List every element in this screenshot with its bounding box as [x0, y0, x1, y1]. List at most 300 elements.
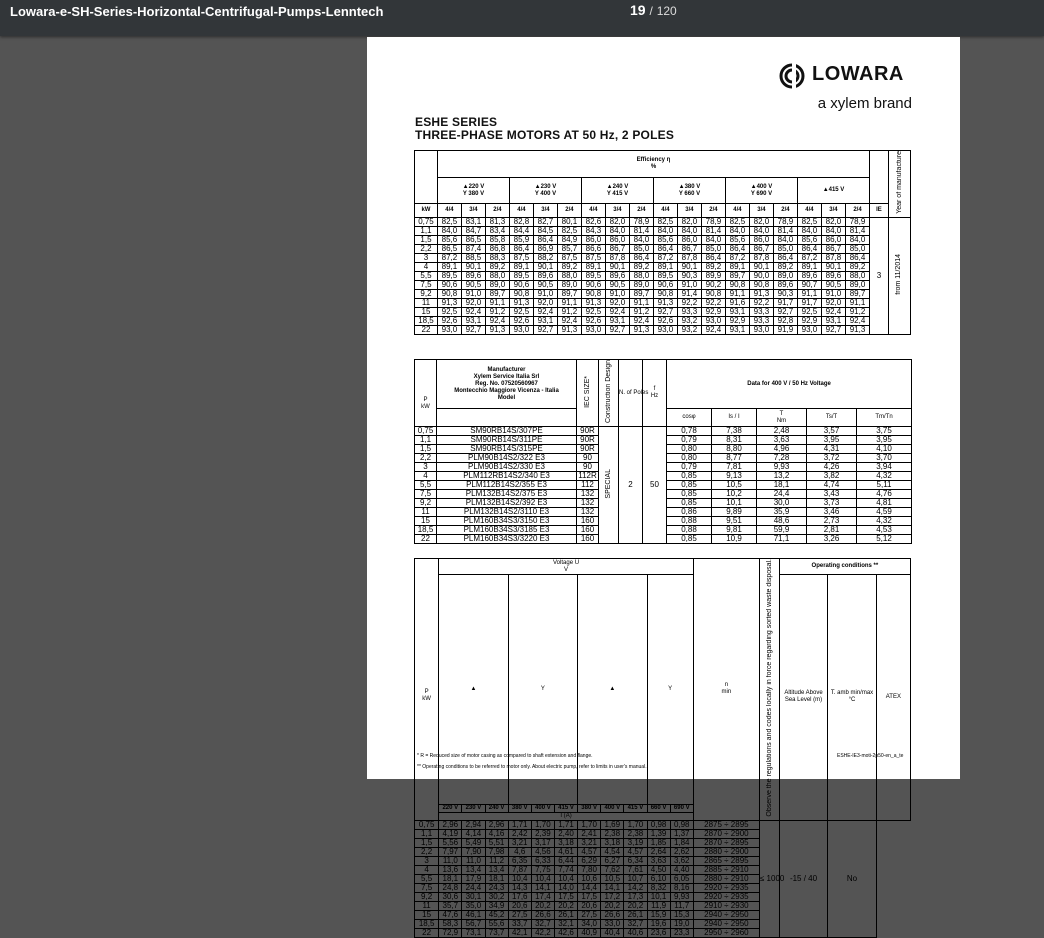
- efficiency-cell: 90,6: [509, 280, 533, 289]
- motor-value-cell: 4,96: [757, 445, 807, 454]
- power-cell: 5,5: [415, 481, 437, 490]
- efficiency-cell: 78,9: [701, 217, 725, 226]
- efficiency-cell: 86,0: [749, 235, 773, 244]
- efficiency-cell: 90,6: [653, 280, 677, 289]
- efficiency-cell: 92,9: [701, 307, 725, 316]
- current-cell: 15,9: [647, 910, 670, 919]
- motor-value-cell: 9,81: [712, 526, 757, 535]
- iec-cell: 90R: [577, 427, 599, 436]
- efficiency-cell: 88,0: [629, 271, 653, 280]
- motor-value-cell: 5,11: [857, 481, 912, 490]
- year-header: Year of manufacture: [888, 151, 910, 218]
- voltage-star: Y 400 V: [534, 190, 557, 197]
- iec-cell: 160: [577, 517, 599, 526]
- voltage-header-cell: 415 V: [554, 804, 577, 812]
- ie-header: [870, 151, 889, 204]
- current-cell: 4,61: [554, 847, 577, 856]
- current-cell: 2,96: [439, 820, 462, 829]
- cos-header: cosφ: [667, 409, 712, 427]
- series-title: ESHE SERIES: [415, 115, 498, 129]
- efficiency-cell: 87,5: [509, 253, 533, 262]
- efficiency-cell: 89,6: [773, 280, 797, 289]
- motor-value-cell: 7,81: [712, 463, 757, 472]
- efficiency-cell: 78,9: [629, 217, 653, 226]
- efficiency-cell: 88,5: [461, 253, 485, 262]
- motor-subtitle: THREE-PHASE MOTORS AT 50 Hz, 2 POLES: [415, 128, 675, 142]
- speed-cell: 2885 ÷ 2910: [693, 865, 759, 874]
- voltage-header-cell: 220 V: [439, 804, 462, 812]
- current-cell: 47,6: [439, 910, 462, 919]
- motor-value-cell: 10,9: [712, 535, 757, 544]
- speed-cell: 2910 ÷ 2930: [693, 901, 759, 910]
- motor-value-cell: 9,13: [712, 472, 757, 481]
- power-cell: 15: [415, 517, 437, 526]
- current-cell: 32,7: [531, 919, 554, 928]
- motor-value-cell: 10,1: [712, 499, 757, 508]
- voltage-group-header: [437, 177, 509, 204]
- speed-cell: 2920 ÷ 2935: [693, 892, 759, 901]
- current-cell: 7,74: [554, 865, 577, 874]
- efficiency-cell: 92,7: [605, 325, 629, 334]
- efficiency-cell: 89,7: [725, 271, 749, 280]
- voltage-header-cell: 660 V: [647, 804, 670, 812]
- efficiency-cell: 86,7: [677, 244, 701, 253]
- document-title: Lowara-e-SH-Series-Horizontal-Centrifugal-Pumps-Lenntech: [10, 4, 384, 19]
- table-row: [415, 217, 911, 226]
- current-cell: 0,98: [670, 820, 693, 829]
- current-cell: 6,10: [647, 874, 670, 883]
- motor-value-cell: 3,95: [807, 436, 857, 445]
- efficiency-cell: 90,7: [797, 280, 821, 289]
- ie-label: IE: [870, 204, 889, 217]
- efficiency-cell: 90,8: [701, 289, 725, 298]
- construction-header: Construction Design: [599, 360, 619, 427]
- efficiency-cell: 84,0: [749, 226, 773, 235]
- power-cell: 1,5: [415, 838, 439, 847]
- motor-value-cell: 4,59: [857, 508, 912, 517]
- current-cell: 42,6: [554, 928, 577, 937]
- efficiency-cell: 93,1: [461, 316, 485, 325]
- efficiency-cell: 92,4: [557, 316, 581, 325]
- efficiency-cell: 90,8: [581, 289, 605, 298]
- current-cell: 1,84: [670, 838, 693, 847]
- voltage-delta: ▲415 V: [822, 187, 845, 194]
- model-cell: PLM90B14S2/330 E3: [437, 463, 577, 472]
- efficiency-cell: 84,0: [437, 226, 461, 235]
- current-cell: 1,70: [531, 820, 554, 829]
- speed-cell: 2920 ÷ 2935: [693, 883, 759, 892]
- voltage-group-header: [725, 177, 797, 204]
- current-cell: 7,98: [485, 847, 508, 856]
- power-cell: 3: [415, 463, 437, 472]
- motor-value-cell: 0,79: [667, 436, 712, 445]
- efficiency-cell: 91,1: [629, 298, 653, 307]
- current-cell: 4,40: [670, 865, 693, 874]
- motor-value-cell: 4,81: [857, 499, 912, 508]
- speed-cell: 2870 ÷ 2895: [693, 838, 759, 847]
- current-cell: 5,51: [485, 838, 508, 847]
- efficiency-cell: 91,0: [677, 280, 701, 289]
- efficiency-cell: 84,0: [845, 235, 869, 244]
- efficiency-cell: 82,8: [509, 217, 533, 226]
- current-cell: 40,4: [601, 928, 624, 937]
- current-cell: 11,0: [439, 856, 462, 865]
- current-cell: 6,35: [508, 856, 531, 865]
- efficiency-cell: 85,0: [845, 244, 869, 253]
- current-cell: 1,70: [578, 820, 601, 829]
- current-cell: 11,2: [485, 856, 508, 865]
- current-cell: 7,97: [439, 847, 462, 856]
- current-cell: 10,4: [508, 874, 531, 883]
- voltage-delta: ▲400 V: [750, 183, 773, 190]
- current-cell: 8,16: [670, 883, 693, 892]
- iec-cell: 112: [577, 481, 599, 490]
- current-cell: 4,14: [462, 829, 485, 838]
- efficiency-cell: 92,7: [653, 307, 677, 316]
- power-cell: 22: [415, 325, 438, 334]
- current-cell: 17,4: [531, 892, 554, 901]
- iec-cell: 90: [577, 454, 599, 463]
- efficiency-cell: 92,4: [629, 316, 653, 325]
- current-cell: 2,94: [462, 820, 485, 829]
- efficiency-cell: 86,4: [725, 244, 749, 253]
- current-cell: 20,6: [578, 901, 601, 910]
- current-cell: 1,85: [647, 838, 670, 847]
- efficiency-cell: 92,0: [461, 298, 485, 307]
- efficiency-cell: 86,4: [845, 253, 869, 262]
- efficiency-cell: 92,9: [725, 316, 749, 325]
- page-indicator: [630, 0, 677, 21]
- efficiency-cell: 89,0: [629, 280, 653, 289]
- motor-value-cell: 0,88: [667, 526, 712, 535]
- current-cell: 13,4: [462, 865, 485, 874]
- current-cell: 73,7: [485, 928, 508, 937]
- motor-value-cell: 4,32: [857, 517, 912, 526]
- motor-value-cell: 30,0: [757, 499, 807, 508]
- current-cell: 14,4: [578, 883, 601, 892]
- poles-header: N. of Poles: [619, 360, 643, 427]
- current-cell: 2,42: [508, 829, 531, 838]
- motor-value-cell: 4,32: [857, 472, 912, 481]
- delta-header: ▲: [578, 575, 647, 805]
- model-cell: PLM160B34S3/3185 E3: [437, 526, 577, 535]
- efficiency-cell: 81,4: [845, 226, 869, 235]
- efficiency-cell: 87,5: [581, 253, 605, 262]
- efficiency-cell: 90,2: [701, 280, 725, 289]
- table-row: [415, 316, 911, 325]
- table-row: [415, 235, 911, 244]
- efficiency-cell: 91,3: [845, 325, 869, 334]
- efficiency-cell: 89,5: [653, 271, 677, 280]
- current-cell: 6,05: [670, 874, 693, 883]
- power-cell: 18,5: [415, 316, 438, 325]
- current-cell: 30,2: [485, 892, 508, 901]
- efficiency-cell: 89,7: [557, 289, 581, 298]
- current-cell: 23,6: [647, 928, 670, 937]
- atex-cell: No: [828, 820, 876, 937]
- footnote-reduced-size: * R = Reduced size of motor casing as compared to shaft extension and flange.: [417, 753, 593, 759]
- efficiency-cell: 93,1: [533, 316, 557, 325]
- pn-header: P kW: [415, 360, 437, 427]
- current-cell: 7,87: [508, 865, 531, 874]
- efficiency-cell: 91,0: [461, 289, 485, 298]
- altitude-header: Altitude Above Sea Level (m): [779, 575, 827, 821]
- efficiency-cell: 92,9: [797, 316, 821, 325]
- current-cell: 6,44: [554, 856, 577, 865]
- current-cell: 2,41: [578, 829, 601, 838]
- efficiency-cell: 82,7: [533, 217, 557, 226]
- efficiency-cell: 89,1: [797, 262, 821, 271]
- current-cell: 1,71: [508, 820, 531, 829]
- efficiency-cell: 83,1: [461, 217, 485, 226]
- current-page[interactable]: 19: [630, 2, 646, 18]
- motor-value-cell: 4,53: [857, 526, 912, 535]
- current-cell: 3,18: [554, 838, 577, 847]
- efficiency-cell: 89,5: [437, 271, 461, 280]
- current-cell: 32,7: [624, 919, 647, 928]
- current-cell: 10,4: [554, 874, 577, 883]
- motor-value-cell: 0,85: [667, 535, 712, 544]
- document-code: ESHE-IE3-moti-2p50-en_a_te: [837, 753, 904, 759]
- current-cell: 5,49: [462, 838, 485, 847]
- efficiency-cell: 85,7: [557, 244, 581, 253]
- current-cell: 13,4: [485, 865, 508, 874]
- current-cell: 26,6: [531, 910, 554, 919]
- efficiency-cell: 90,5: [605, 280, 629, 289]
- efficiency-cell: 82,0: [749, 217, 773, 226]
- efficiency-cell: 92,6: [509, 316, 533, 325]
- current-cell: 4,6: [508, 847, 531, 856]
- motor-value-cell: 0,85: [667, 472, 712, 481]
- current-cell: 18,1: [439, 874, 462, 883]
- construction-cell: [599, 427, 619, 544]
- efficiency-cell: 84,0: [629, 235, 653, 244]
- current-cell: 58,3: [439, 919, 462, 928]
- model-cell: SM90RB14S/311PE: [437, 436, 577, 445]
- table-row: [415, 262, 911, 271]
- current-cell: 20,2: [531, 901, 554, 910]
- power-cell: 1,1: [415, 436, 437, 445]
- current-cell: 1,70: [624, 820, 647, 829]
- efficiency-cell: 86,5: [437, 244, 461, 253]
- load-header: 4/4: [437, 204, 461, 217]
- power-cell: 3: [415, 253, 438, 262]
- efficiency-cell: 89,5: [581, 271, 605, 280]
- total-pages: 120: [656, 4, 677, 18]
- speed-cell: 2950 ÷ 2960: [693, 928, 759, 937]
- iec-cell: 90R: [577, 445, 599, 454]
- power-cell: 9,2: [415, 892, 439, 901]
- current-cell: 24,4: [462, 883, 485, 892]
- speed-cell: 2865 ÷ 2895: [693, 856, 759, 865]
- load-header: 4/4: [653, 204, 677, 217]
- current-cell: 1,71: [554, 820, 577, 829]
- current-cell: 40,9: [578, 928, 601, 937]
- motor-value-cell: 3,57: [807, 427, 857, 436]
- efficiency-cell: 89,9: [701, 271, 725, 280]
- motor-value-cell: 9,93: [757, 463, 807, 472]
- efficiency-cell: 87,8: [605, 253, 629, 262]
- current-cell: 3,21: [508, 838, 531, 847]
- iec-cell: 132: [577, 499, 599, 508]
- voltage-header: Voltage U V: [439, 559, 694, 575]
- efficiency-cell: 90,6: [581, 280, 605, 289]
- efficiency-cell: 93,1: [605, 316, 629, 325]
- efficiency-cell: 91,9: [773, 325, 797, 334]
- efficiency-cell: 92,0: [605, 298, 629, 307]
- motor-value-cell: 0,85: [667, 481, 712, 490]
- table-row: [415, 298, 911, 307]
- voltage-star: Y 380 V: [462, 190, 485, 197]
- power-cell: 18,5: [415, 919, 439, 928]
- efficiency-cell: 91,3: [557, 325, 581, 334]
- model-cell: PLM90B14S2/322 E3: [437, 454, 577, 463]
- efficiency-cell: 92,4: [701, 325, 725, 334]
- tm-tn-header: Tm/Tn: [857, 409, 912, 427]
- efficiency-cell: 87,5: [557, 253, 581, 262]
- current-cell: 35,7: [439, 901, 462, 910]
- speed-cell: 2870 ÷ 2900: [693, 829, 759, 838]
- motor-value-cell: 4,31: [807, 445, 857, 454]
- power-cell: 11: [415, 298, 438, 307]
- efficiency-cell: 92,4: [461, 307, 485, 316]
- current-cell: 20,2: [554, 901, 577, 910]
- efficiency-cell: 89,2: [845, 262, 869, 271]
- efficiency-cell: 87,8: [821, 253, 845, 262]
- current-cell: 26,6: [601, 910, 624, 919]
- efficiency-cell: 89,1: [581, 262, 605, 271]
- power-cell: 1,5: [415, 235, 438, 244]
- current-cell: 72,9: [439, 928, 462, 937]
- efficiency-cell: 91,1: [845, 298, 869, 307]
- current-cell: 17,5: [554, 892, 577, 901]
- efficiency-cell: 82,5: [725, 217, 749, 226]
- motor-value-cell: 24,4: [757, 490, 807, 499]
- efficiency-cell: 82,5: [653, 217, 677, 226]
- current-cell: 34,9: [485, 901, 508, 910]
- power-cell: 9,2: [415, 289, 438, 298]
- efficiency-cell: 84,0: [821, 226, 845, 235]
- efficiency-cell: 93,0: [653, 325, 677, 334]
- efficiency-cell: 92,0: [533, 298, 557, 307]
- load-header: 2/4: [557, 204, 581, 217]
- motor-value-cell: 0,78: [667, 427, 712, 436]
- table-row: [415, 289, 911, 298]
- power-cell: 9,2: [415, 499, 437, 508]
- iec-header: IEC SIZE*: [577, 360, 599, 427]
- efficiency-cell: 82,6: [581, 217, 605, 226]
- power-cell: 11: [415, 508, 437, 517]
- page-separator: /: [649, 4, 653, 18]
- power-cell: 5,5: [415, 271, 438, 280]
- model-subheader: [437, 409, 577, 427]
- current-cell: 55,6: [485, 919, 508, 928]
- efficiency-cell: 90,3: [773, 289, 797, 298]
- current-cell: 7,75: [531, 865, 554, 874]
- current-cell: 11,0: [462, 856, 485, 865]
- efficiency-cell: 90,3: [677, 271, 701, 280]
- efficiency-cell: 89,7: [845, 289, 869, 298]
- efficiency-cell: 85,0: [773, 244, 797, 253]
- motor-value-cell: 3,94: [857, 463, 912, 472]
- motor-value-cell: 48,6: [757, 517, 807, 526]
- efficiency-cell: 85,6: [725, 235, 749, 244]
- efficiency-cell: 88,0: [485, 271, 509, 280]
- table-row: [415, 325, 911, 334]
- iec-cell: 132: [577, 490, 599, 499]
- efficiency-cell: 91,6: [725, 298, 749, 307]
- motor-value-cell: 8,80: [712, 445, 757, 454]
- speed-cell: 2880 ÷ 2910: [693, 874, 759, 883]
- motor-value-cell: 3,63: [757, 436, 807, 445]
- motor-value-cell: 0,80: [667, 445, 712, 454]
- current-cell: 19,0: [670, 919, 693, 928]
- efficiency-cell: 82,5: [557, 226, 581, 235]
- efficiency-cell: 93,0: [701, 316, 725, 325]
- motor-value-cell: 3,73: [807, 499, 857, 508]
- current-cell: 3,19: [624, 838, 647, 847]
- current-cell: 45,2: [485, 910, 508, 919]
- efficiency-cell: 93,2: [677, 316, 701, 325]
- efficiency-cell: 91,1: [797, 289, 821, 298]
- footnote-operating-conditions: ** Operating conditions to be referred to motor only. About electric pump, refer to limits in user's manual.: [417, 764, 647, 770]
- efficiency-cell: 87,8: [749, 253, 773, 262]
- current-cell: 35,0: [462, 901, 485, 910]
- current-cell: 2,40: [554, 829, 577, 838]
- efficiency-cell: 85,6: [653, 235, 677, 244]
- efficiency-cell: 91,0: [605, 289, 629, 298]
- efficiency-cell: 92,4: [533, 307, 557, 316]
- efficiency-cell: 91,3: [653, 298, 677, 307]
- current-cell: 1,37: [670, 829, 693, 838]
- motor-value-cell: 7,28: [757, 454, 807, 463]
- current-cell: 14,1: [531, 883, 554, 892]
- load-header: 3/4: [749, 204, 773, 217]
- efficiency-cell: 93,2: [677, 325, 701, 334]
- efficiency-cell: 93,3: [749, 316, 773, 325]
- current-cell: 4,16: [485, 829, 508, 838]
- pn-header: [415, 151, 438, 204]
- efficiency-cell: 91,2: [485, 307, 509, 316]
- current-cell: 7,90: [462, 847, 485, 856]
- current-cell: 10,1: [647, 892, 670, 901]
- current-cell: 11,9: [647, 901, 670, 910]
- efficiency-cell: 89,7: [485, 289, 509, 298]
- efficiency-cell: 85,0: [701, 244, 725, 253]
- efficiency-cell: 86,0: [821, 235, 845, 244]
- power-cell: 7,5: [415, 490, 437, 499]
- efficiency-cell: 89,1: [509, 262, 533, 271]
- efficiency-cell: 93,0: [437, 325, 461, 334]
- efficiency-cell: 92,0: [821, 298, 845, 307]
- lowara-swirl-icon: [779, 63, 809, 89]
- efficiency-cell: 92,6: [581, 316, 605, 325]
- current-cell: 4,57: [578, 847, 601, 856]
- power-cell: 2,2: [415, 847, 439, 856]
- efficiency-cell: 91,4: [677, 289, 701, 298]
- efficiency-cell: 84,0: [653, 226, 677, 235]
- efficiency-cell: 91,1: [557, 298, 581, 307]
- current-cell: 17,3: [624, 892, 647, 901]
- data-400v-header: Data for 400 V / 50 Hz Voltage: [667, 360, 912, 409]
- current-cell: 20,2: [601, 901, 624, 910]
- table-row: [415, 820, 911, 829]
- efficiency-cell: 92,2: [677, 298, 701, 307]
- efficiency-cell: 82,5: [437, 217, 461, 226]
- current-cell: 3,63: [647, 856, 670, 865]
- efficiency-cell: 85,6: [437, 235, 461, 244]
- efficiency-cell: 93,3: [749, 307, 773, 316]
